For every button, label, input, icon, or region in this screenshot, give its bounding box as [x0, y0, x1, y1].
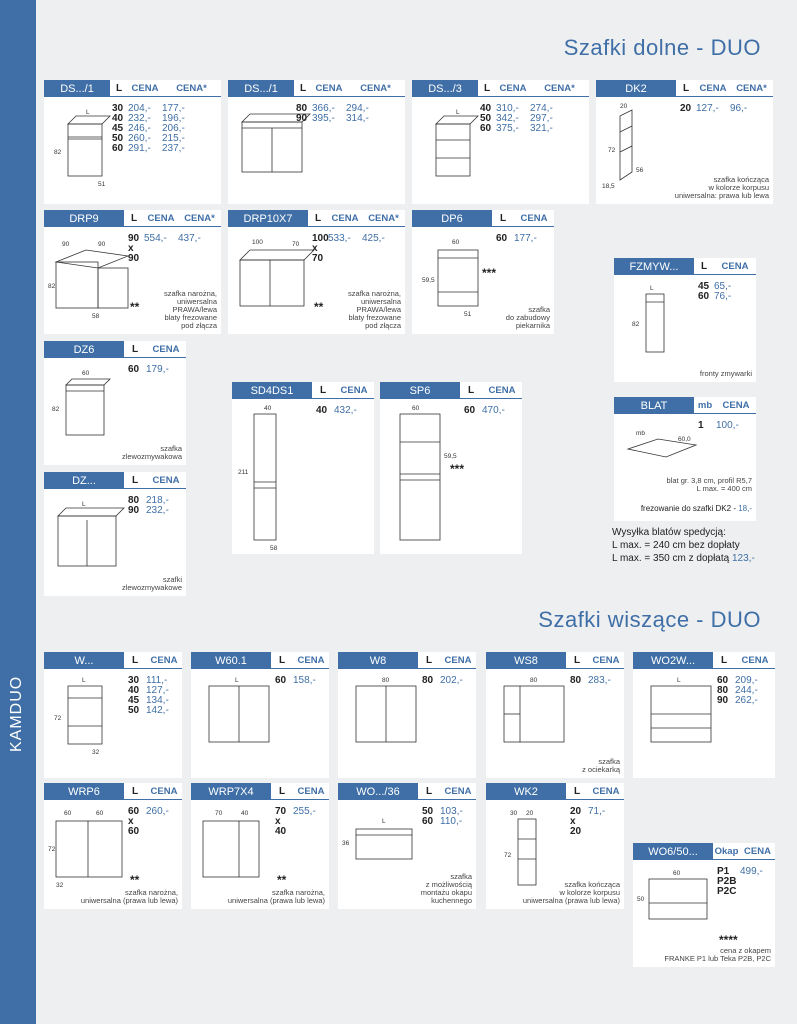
- card-drp9: [44, 210, 221, 334]
- card-w601: [191, 652, 329, 778]
- product-code: W60.1: [191, 652, 271, 669]
- card-wo2w: [633, 652, 775, 778]
- dimension-label: 60: [96, 810, 104, 817]
- dimension-label: L: [82, 677, 86, 684]
- column-header-price-star: CENA*: [178, 210, 221, 227]
- value-column-L: 20 x 20: [570, 806, 582, 837]
- product-code: BLAT: [614, 397, 694, 414]
- column-header-price: CENA: [735, 652, 775, 669]
- card-dz6: [44, 341, 186, 465]
- dimension-label: 72: [608, 147, 616, 154]
- value-column-p1: 65,- 76,-: [714, 281, 732, 302]
- dimension-label: 20: [620, 103, 628, 110]
- column-header-L: L: [124, 652, 146, 669]
- card-note: szafka narożna, uniwersalna PRAWA/lewa blaty frezowane pod złącza: [348, 289, 401, 330]
- column-header-price: CENA: [588, 652, 624, 669]
- dimension-label: 90: [62, 241, 70, 248]
- dimension-label: 80: [382, 677, 390, 684]
- dimension-label: 90: [98, 241, 106, 248]
- column-header-price: CENA: [144, 210, 178, 227]
- cabinet-outline: [68, 124, 102, 176]
- dimension-label: 60: [673, 870, 681, 877]
- value-column-p1: 202,-: [440, 675, 463, 686]
- value-column-L: 30 40 45 50 60: [112, 103, 124, 154]
- dimension-label: 58: [92, 313, 100, 320]
- value-column-L: 60 80 90: [717, 675, 729, 706]
- column-header-L: L: [713, 652, 735, 669]
- dimension-label: 82: [54, 149, 62, 156]
- value-column-p1: 554,-: [144, 233, 167, 244]
- column-header-price: CENA: [146, 652, 182, 669]
- card-fzmyw: [614, 258, 756, 382]
- card-note: szafka do zabudowy piekarnika: [505, 305, 550, 330]
- card-sp6: [380, 382, 522, 554]
- column-header-L: L: [110, 80, 128, 97]
- value-column-L: 40: [316, 405, 328, 416]
- card-sd4ds1: [232, 382, 374, 554]
- value-column-L: 80 90: [128, 495, 140, 516]
- card-header: [633, 843, 775, 860]
- value-column-L: 90 x 90: [128, 233, 140, 264]
- cabinet-drawing: [48, 674, 136, 770]
- dimension-label: 56: [636, 167, 644, 174]
- column-header-L: L: [460, 382, 482, 399]
- cabinet-outline: [68, 686, 102, 744]
- dimension-label: 72: [504, 852, 512, 859]
- product-code: DS.../1: [44, 80, 110, 97]
- value-column-p1: 177,-: [514, 233, 537, 244]
- brand-label: KAMDUO: [8, 675, 25, 752]
- column-header-L: L: [492, 210, 514, 227]
- dimension-label: 36: [342, 840, 350, 847]
- card-wk2: [486, 783, 624, 909]
- card-header: [633, 652, 775, 669]
- value-column-L: 60: [496, 233, 508, 244]
- sidebar-band: [0, 0, 36, 1024]
- column-header-price-star: CENA*: [530, 80, 589, 97]
- product-code: WO.../36: [338, 783, 418, 800]
- corner-top: [56, 250, 128, 268]
- section-title-lower: Szafki dolne - DUO: [563, 35, 761, 60]
- dimension-label: 82: [48, 283, 56, 290]
- card-w8: [338, 652, 476, 778]
- dimension-label: 70: [292, 241, 300, 248]
- shipping-info: [612, 526, 755, 565]
- column-header-price: CENA: [146, 783, 182, 800]
- value-column-L: 45 60: [698, 281, 710, 302]
- column-header-price: CENA: [293, 783, 329, 800]
- cabinet-drawing: [232, 102, 320, 198]
- product-code: DP6: [412, 210, 492, 227]
- shipping-line-2: L max. = 240 cm bez dopłaty: [612, 540, 740, 551]
- dimension-label: 70: [215, 810, 223, 817]
- card-header: [191, 783, 329, 800]
- dimension-label: 100: [252, 239, 263, 246]
- card-drp10: [228, 210, 405, 334]
- card-header: [44, 210, 221, 227]
- value-column-p2: 96,-: [730, 103, 748, 114]
- card-header: [232, 382, 374, 399]
- column-header-price: CENA: [696, 80, 730, 97]
- cabinet-top: [66, 379, 110, 385]
- value-column-L: 20: [680, 103, 692, 114]
- dimension-label: 60: [82, 370, 90, 377]
- dimension-label: 60,0: [678, 436, 691, 443]
- card-wo650: [633, 843, 775, 967]
- shipping-line-1: Wysyłka blatów spedycją:: [612, 527, 726, 538]
- column-header-price: CENA: [740, 843, 775, 860]
- value-column-p1: 260,-: [146, 806, 169, 817]
- value-column-L: 60: [275, 675, 287, 686]
- column-header-price: CENA: [146, 472, 186, 489]
- dimension-label: 32: [92, 749, 100, 756]
- product-code: DZ6: [44, 341, 124, 358]
- value-column-p2: 437,-: [178, 233, 201, 244]
- product-code: WRP6: [44, 783, 124, 800]
- value-column-p1: 103,- 110,-: [440, 806, 463, 827]
- card-note: blat gr. 3,8 cm, profil R5,7 L max. = 400 cm: [666, 476, 752, 493]
- cabinet-outline: [518, 819, 536, 885]
- card-header: [614, 397, 756, 414]
- column-header-price: CENA: [496, 80, 530, 97]
- product-code: SP6: [380, 382, 460, 399]
- column-header-price: CENA: [146, 341, 186, 358]
- value-column-p1: 470,-: [482, 405, 505, 416]
- stars-mark: ***: [482, 266, 497, 280]
- dimension-label: L: [86, 109, 90, 116]
- card-dz: [44, 472, 186, 596]
- dimension-label: L: [82, 501, 86, 508]
- value-column-L: 60: [464, 405, 476, 416]
- value-column-p1: 158,-: [293, 675, 316, 686]
- dimension-label: 211: [238, 469, 249, 476]
- column-header-L: L: [308, 210, 328, 227]
- card-header: [44, 472, 186, 489]
- cabinet-top: [242, 114, 310, 122]
- column-header-L: L: [694, 258, 714, 275]
- value-column-L: 60: [128, 364, 140, 375]
- column-header-L: L: [676, 80, 696, 97]
- dimension-label: 80: [530, 677, 538, 684]
- card-note: szafka zlewozmywakowa: [121, 444, 182, 461]
- card-header: [412, 80, 589, 97]
- card-note: szafka kończąca w kolorze korpusu uniwersalna (prawa lub lewa): [522, 880, 620, 905]
- dimension-label: L: [235, 677, 239, 684]
- dimension-label: 51: [464, 311, 472, 318]
- value-column-p1: 100,-: [716, 420, 739, 431]
- dimension-label: L: [677, 677, 681, 684]
- product-code: WS8: [486, 652, 566, 669]
- card-header: [44, 341, 186, 358]
- cabinet-outline: [436, 124, 470, 176]
- column-header-price: CENA: [514, 210, 554, 227]
- card-note: szafka narożna, uniwersalna (prawa lub lewa): [80, 888, 178, 905]
- card-w: [44, 652, 182, 778]
- card-note: szafka narożna, uniwersalna PRAWA/lewa blaty frezowane pod złącza: [164, 289, 217, 330]
- card-note: szafki zlewozmywakowe: [121, 575, 182, 592]
- value-column-p1: 366,- 395,-: [312, 103, 335, 124]
- product-code: W8: [338, 652, 418, 669]
- product-code: WK2: [486, 783, 566, 800]
- card-header: [338, 652, 476, 669]
- card-note: cena z okapem FRANKE P1 lub Teka P2B, P2C: [664, 946, 771, 963]
- column-header-price-star: CENA*: [346, 80, 405, 97]
- cabinet-drawing: [195, 805, 283, 901]
- value-column-p1: 218,- 232,-: [146, 495, 169, 516]
- column-header-mb: mb: [694, 397, 716, 414]
- value-column-L: 80: [570, 675, 582, 686]
- card-note: szafka kończąca w kolorze korpusu uniwersalna: prawa lub lewa: [674, 175, 769, 200]
- cabinet-top: [240, 250, 314, 260]
- value-column-p1: 209,- 244,- 262,-: [735, 675, 758, 706]
- value-column-L: 30 40 45 50: [128, 675, 140, 716]
- value-column-p2: 425,-: [362, 233, 385, 244]
- dimension-label: 60: [64, 810, 72, 817]
- card-note: szafka z ociekarką: [582, 757, 620, 774]
- column-header-price: CENA: [716, 397, 756, 414]
- value-column-p1: 204,- 232,- 246,- 260,- 291,-: [128, 103, 151, 154]
- product-code: WO6/50...: [633, 843, 713, 860]
- value-column-p1: 71,-: [588, 806, 606, 817]
- cabinet-drawing: [236, 404, 324, 554]
- dimension-label: 72: [48, 846, 56, 853]
- cabinet-drawing: [342, 674, 430, 770]
- column-header-price: CENA: [714, 258, 756, 275]
- column-header-L: L: [124, 341, 146, 358]
- value-column-p2: 274,- 297,- 321,-: [530, 103, 553, 134]
- value-column-p1: 255,-: [293, 806, 316, 817]
- cabinet-top: [436, 116, 478, 124]
- value-column-p1: 127,-: [696, 103, 719, 114]
- dimension-label: 40: [264, 405, 272, 412]
- dimension-label: 50: [637, 896, 645, 903]
- cabinet-outline: [56, 821, 122, 877]
- value-column-p2: 177,- 196,- 206,- 215,- 237,-: [162, 103, 185, 154]
- cabinet-drawing: [490, 674, 578, 770]
- column-header-price: CENA: [440, 783, 476, 800]
- cabinet-drawing: [195, 674, 283, 770]
- column-header-okap: Okap: [713, 843, 740, 860]
- card-header: [44, 80, 221, 97]
- card-note: szafka z możliwością montażu okapu kuchennego: [420, 872, 472, 905]
- cabinet-drawing: [637, 674, 725, 770]
- column-header-L: L: [478, 80, 496, 97]
- stars-mark: ***: [450, 462, 465, 476]
- column-header-L: L: [124, 783, 146, 800]
- column-header-L: L: [294, 80, 312, 97]
- card-note: szafka narożna, uniwersalna (prawa lub lewa): [227, 888, 325, 905]
- cabinet-outline: [400, 414, 440, 540]
- column-header-price-star: CENA*: [730, 80, 773, 97]
- value-column-p1: 533,-: [328, 233, 351, 244]
- value-column-p2: 294,- 314,-: [346, 103, 369, 124]
- card-header: [486, 783, 624, 800]
- dimension-label: 82: [632, 321, 640, 328]
- cabinet-drawing: [48, 805, 136, 901]
- end-panel: [620, 110, 632, 180]
- cabinet-drawing: [618, 280, 706, 376]
- card-wrp7: [191, 783, 329, 909]
- dimension-label: L: [382, 818, 386, 825]
- column-header-L: L: [566, 652, 588, 669]
- dimension-label: 51: [98, 181, 106, 188]
- value-column-L: 80: [422, 675, 434, 686]
- column-header-L: L: [124, 472, 146, 489]
- dimension-label: 59,5: [422, 277, 435, 284]
- card-note: fronty zmywarki: [699, 369, 752, 378]
- card-header: [228, 210, 405, 227]
- milling-price: 18,-: [738, 504, 752, 513]
- card-header: [191, 652, 329, 669]
- column-header-price: CENA: [588, 783, 624, 800]
- column-header-price-star: CENA*: [162, 80, 221, 97]
- column-header-L: L: [566, 783, 588, 800]
- stars-mark: ****: [719, 933, 738, 947]
- value-column-p1: 499,-: [740, 866, 763, 877]
- card-wrp6: [44, 783, 182, 909]
- dimension-label: 60: [452, 239, 460, 246]
- card-dp6: [412, 210, 554, 334]
- stars-mark: **: [314, 300, 324, 314]
- value-column-p1: 179,-: [146, 364, 169, 375]
- cabinet-outline: [356, 829, 412, 859]
- column-header-L: L: [271, 652, 293, 669]
- cabinet-line: [620, 126, 632, 132]
- column-header-price: CENA: [293, 652, 329, 669]
- product-code: DS.../3: [412, 80, 478, 97]
- cabinet-outline: [254, 414, 276, 540]
- value-column-L: 60 x 60: [128, 806, 140, 837]
- card-header: [412, 210, 554, 227]
- cabinet-drawing: [48, 102, 136, 198]
- product-code: W...: [44, 652, 124, 669]
- dimension-label: 72: [54, 715, 62, 722]
- milling-label: frezowanie do szafki DK2 -: [640, 504, 739, 513]
- dimension-label: 40: [241, 810, 249, 817]
- value-column-p1: 283,-: [588, 675, 611, 686]
- cabinet-top: [58, 508, 124, 516]
- column-header-price: CENA: [128, 80, 162, 97]
- value-column-L: 40 50 60: [480, 103, 492, 134]
- cabinet-line: [620, 146, 632, 152]
- value-column-okap: P1 P2B P2C: [717, 866, 737, 897]
- product-code: DK2: [596, 80, 676, 97]
- column-header-L: L: [124, 210, 144, 227]
- value-column-p1: 310,- 342,- 375,-: [496, 103, 519, 134]
- card-blat: [614, 397, 756, 521]
- card-header: [44, 652, 182, 669]
- shipping-line-3: L max. = 350 cm z dopłatą: [612, 553, 730, 564]
- dimension-label: 82: [52, 406, 60, 413]
- column-header-price: CENA: [334, 382, 374, 399]
- dimension-label: 58: [270, 545, 278, 552]
- value-column-L: 50 60: [422, 806, 434, 827]
- card-header: [380, 382, 522, 399]
- column-header-price: CENA: [440, 652, 476, 669]
- dimension-label: 60: [412, 405, 420, 412]
- stars-mark: **: [277, 873, 287, 887]
- card-header: [486, 652, 624, 669]
- cabinet-drawing: [416, 102, 504, 198]
- card-ds3: [412, 80, 589, 204]
- stars-mark: **: [130, 873, 140, 887]
- column-header-L: L: [418, 652, 440, 669]
- card-dk2: [596, 80, 773, 204]
- card-header: [228, 80, 405, 97]
- product-code: WRP7X4: [191, 783, 271, 800]
- column-header-price-star: CENA*: [362, 210, 405, 227]
- dimension-label: L: [650, 285, 654, 292]
- dimension-label: 18,5: [602, 183, 615, 190]
- stars-mark: **: [130, 300, 140, 314]
- column-header-L: L: [271, 783, 293, 800]
- cabinet-outline: [203, 821, 259, 877]
- card-wo36: [338, 783, 476, 909]
- section-title-upper: Szafki wiszące - DUO: [538, 607, 761, 632]
- value-column-L: 80 90: [296, 103, 308, 124]
- product-code: DS.../1: [228, 80, 294, 97]
- cabinet-outline: [649, 879, 707, 919]
- dimension-label: L: [456, 109, 460, 116]
- card-header: [614, 258, 756, 275]
- dimension-label: 20: [526, 810, 534, 817]
- cabinet-top: [68, 116, 110, 124]
- cabinet-outline: [66, 385, 104, 435]
- value-column-p1: 111,- 127,- 134,- 142,-: [146, 675, 169, 716]
- card-ws8: [486, 652, 624, 778]
- column-header-price: CENA: [328, 210, 362, 227]
- dimension-label: 59,5: [444, 453, 457, 460]
- card-header: [44, 783, 182, 800]
- product-code: DRP9: [44, 210, 124, 227]
- product-code: DZ...: [44, 472, 124, 489]
- card-header: [338, 783, 476, 800]
- cabinet-drawing: [384, 404, 472, 554]
- value-column-L: 100 x 70: [312, 233, 329, 264]
- product-code: FZMYW...: [614, 258, 694, 275]
- dimension-label: 30: [510, 810, 518, 817]
- column-header-price: CENA: [482, 382, 522, 399]
- product-code: DRP10X7: [228, 210, 308, 227]
- column-header-L: L: [312, 382, 334, 399]
- card-ds1a: [44, 80, 221, 204]
- product-code: SD4DS1: [232, 382, 312, 399]
- column-header-L: L: [418, 783, 440, 800]
- column-header-price: CENA: [312, 80, 346, 97]
- product-code: WO2W...: [633, 652, 713, 669]
- value-column-mb: 1: [698, 420, 704, 431]
- dimension-label: mb: [636, 430, 646, 437]
- card-ds1b: [228, 80, 405, 204]
- value-column-L: 70 x 40: [275, 806, 287, 837]
- cabinet-drawing: [618, 419, 706, 515]
- milling-note: [616, 505, 752, 513]
- shipping-price: 123,-: [731, 553, 755, 564]
- dimension-label: 32: [56, 882, 64, 889]
- cabinet-outline: [646, 294, 664, 352]
- value-column-p1: 432,-: [334, 405, 357, 416]
- card-header: [596, 80, 773, 97]
